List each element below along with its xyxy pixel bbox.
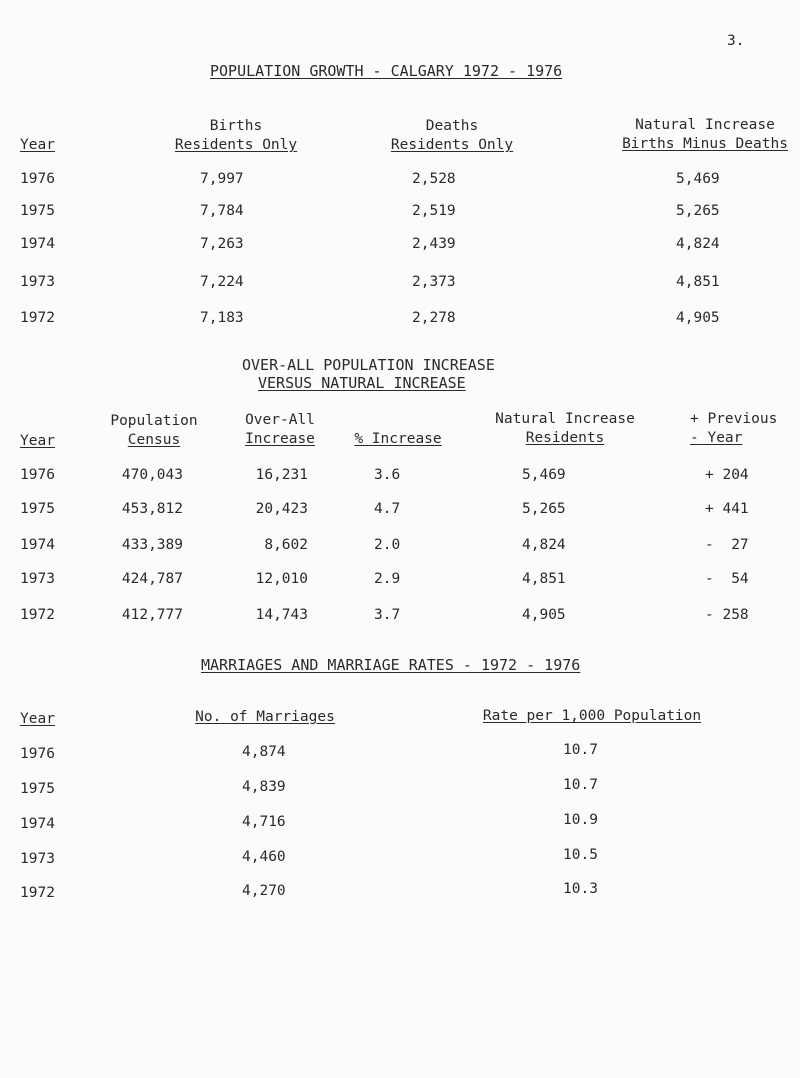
m-header-count: No. of Marriages (195, 709, 335, 725)
pg-year: 1976 (20, 171, 55, 187)
oi-prev: + 204 (705, 467, 749, 483)
m-header-rate: Rate per 1,000 Population (482, 708, 702, 724)
pg-births: 7,183 (200, 310, 244, 326)
oi-header-prev-l1: + Previous (690, 411, 778, 427)
m-count: 4,460 (242, 849, 286, 865)
oi-prev: + 441 (705, 501, 749, 517)
m-rate: 10.7 (563, 777, 598, 793)
oi-year: 1974 (20, 537, 55, 553)
m-rate: 10.3 (563, 881, 598, 897)
oi-overall: 14,743 (255, 607, 308, 623)
oi-year: 1973 (20, 571, 55, 587)
oi-pct: 4.7 (374, 501, 401, 517)
pg-header-births-l2: Residents Only (174, 137, 298, 153)
oi-overall: 8,602 (264, 537, 308, 553)
pg-natural: 5,469 (676, 171, 720, 187)
oi-pct: 2.0 (374, 537, 401, 553)
overall-increase-title-l1: OVER-ALL POPULATION INCREASE (242, 356, 495, 374)
pg-deaths: 2,373 (412, 274, 456, 290)
pg-births: 7,997 (200, 171, 244, 187)
oi-natural: 4,905 (522, 607, 566, 623)
pg-deaths: 2,278 (412, 310, 456, 326)
oi-prev: - 258 (705, 607, 749, 623)
oi-overall: 20,423 (255, 501, 308, 517)
oi-header-overall-l2: Increase (245, 431, 315, 447)
m-count: 4,874 (242, 744, 286, 760)
oi-census: 470,043 (121, 467, 183, 483)
m-year: 1972 (20, 885, 55, 901)
pg-year: 1973 (20, 274, 55, 290)
oi-overall: 16,231 (255, 467, 308, 483)
pg-header-year: Year (20, 137, 55, 153)
oi-year: 1975 (20, 501, 55, 517)
oi-pct: 3.7 (374, 607, 401, 623)
oi-header-census-l2: Census (127, 432, 181, 448)
oi-header-overall-l1: Over-All (245, 412, 315, 428)
m-rate: 10.7 (563, 742, 598, 758)
m-count: 4,270 (242, 883, 286, 899)
page-number: 3. (727, 33, 745, 49)
pg-header-natural-l1: Natural Increase (635, 117, 775, 133)
oi-overall: 12,010 (255, 571, 308, 587)
m-rate: 10.5 (563, 847, 598, 863)
oi-natural: 5,265 (522, 501, 566, 517)
pg-natural: 4,851 (676, 274, 720, 290)
oi-header-pct: % Increase (354, 431, 442, 447)
pg-natural: 4,824 (676, 236, 720, 252)
pg-header-deaths-l2: Residents Only (390, 137, 514, 153)
m-count: 4,716 (242, 814, 286, 830)
oi-census: 433,389 (121, 537, 183, 553)
pg-deaths: 2,528 (412, 171, 456, 187)
m-year: 1973 (20, 851, 55, 867)
m-header-year: Year (20, 711, 55, 727)
pg-deaths: 2,439 (412, 236, 456, 252)
pg-births: 7,263 (200, 236, 244, 252)
pg-header-deaths-l1: Deaths (425, 118, 479, 134)
oi-pct: 3.6 (374, 467, 401, 483)
oi-year: 1976 (20, 467, 55, 483)
pg-year: 1975 (20, 203, 55, 219)
pg-births: 7,784 (200, 203, 244, 219)
oi-natural: 5,469 (522, 467, 566, 483)
oi-census: 412,777 (121, 607, 183, 623)
m-count: 4,839 (242, 779, 286, 795)
overall-increase-title-l2: VERSUS NATURAL INCREASE (258, 374, 466, 392)
pg-header-natural-l2: Births Minus Deaths (622, 136, 788, 152)
oi-header-natural-l1: Natural Increase (495, 411, 635, 427)
oi-census: 424,787 (121, 571, 183, 587)
pg-natural: 5,265 (676, 203, 720, 219)
oi-year: 1972 (20, 607, 55, 623)
pg-year: 1972 (20, 310, 55, 326)
oi-census: 453,812 (121, 501, 183, 517)
pg-deaths: 2,519 (412, 203, 456, 219)
m-year: 1976 (20, 746, 55, 762)
oi-header-census-l1: Population (110, 413, 198, 429)
oi-prev: - 54 (705, 571, 749, 587)
pg-header-births-l1: Births (209, 118, 263, 134)
oi-natural: 4,851 (522, 571, 566, 587)
population-growth-title: POPULATION GROWTH - CALGARY 1972 - 1976 (210, 62, 563, 80)
oi-header-natural-l2: Residents (525, 430, 605, 446)
marriages-title: MARRIAGES AND MARRIAGE RATES - 1972 - 1976 (201, 656, 581, 674)
oi-prev: - 27 (705, 537, 749, 553)
oi-natural: 4,824 (522, 537, 566, 553)
oi-header-prev-l2: - Year (690, 430, 743, 446)
pg-year: 1974 (20, 236, 55, 252)
pg-births: 7,224 (200, 274, 244, 290)
oi-header-year: Year (20, 433, 55, 449)
oi-pct: 2.9 (374, 571, 401, 587)
m-year: 1975 (20, 781, 55, 797)
m-rate: 10.9 (563, 812, 598, 828)
pg-natural: 4,905 (676, 310, 720, 326)
m-year: 1974 (20, 816, 55, 832)
